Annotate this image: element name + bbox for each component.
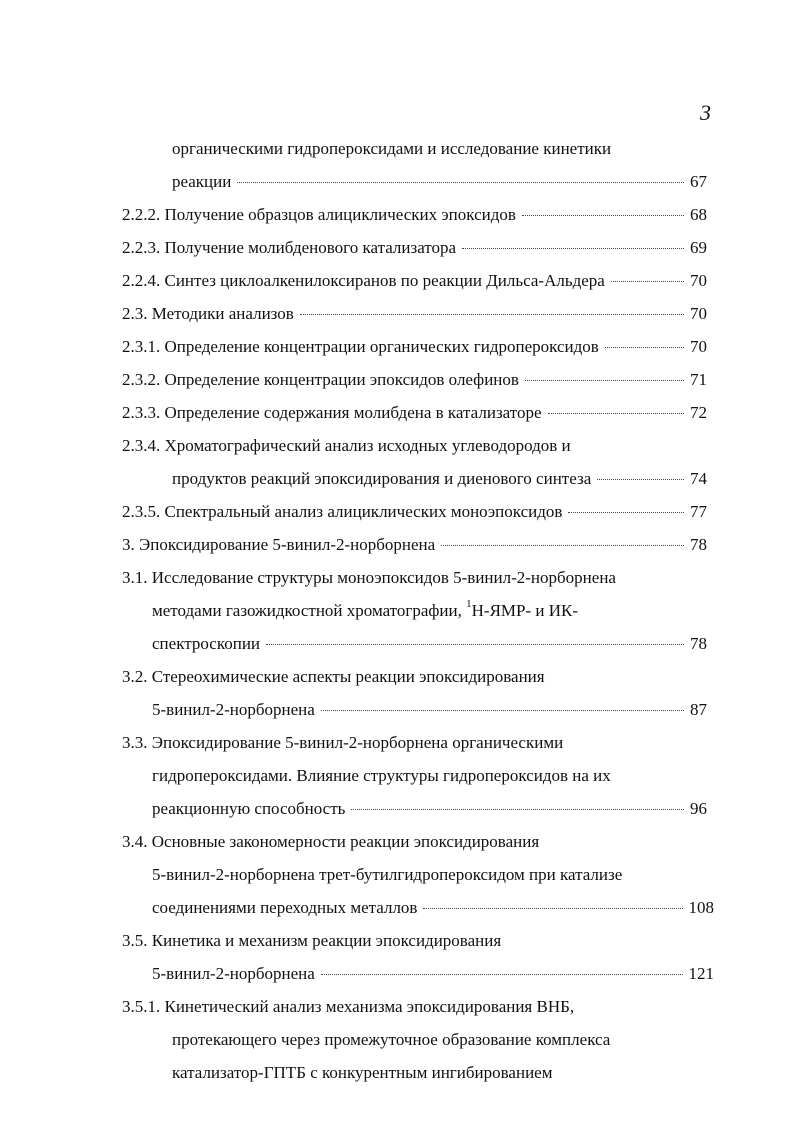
toc-entry-text: 3.1. Исследование структуры моноэпоксидов 5-винил-2-норборнена bbox=[122, 568, 616, 587]
toc-line bbox=[122, 726, 563, 759]
toc-line bbox=[122, 495, 707, 528]
toc-page-number: 72 bbox=[690, 403, 707, 422]
toc-page-number: 87 bbox=[690, 700, 707, 719]
toc-entry-text: протекающего через промежуточное образование комплекса bbox=[172, 1030, 611, 1049]
toc-line bbox=[152, 594, 578, 627]
toc-page-number: 121 bbox=[688, 964, 714, 983]
toc-line bbox=[122, 990, 574, 1023]
toc-entry-text: 5-винил-2-норборнена bbox=[152, 964, 315, 983]
toc-line bbox=[122, 660, 545, 693]
toc-entry-text: 3. Эпоксидирование 5-винил-2-норборнена bbox=[122, 535, 436, 554]
toc-line bbox=[122, 528, 707, 561]
toc-entry-text: 2.3. Методики анализов bbox=[122, 304, 294, 323]
toc-line bbox=[152, 792, 707, 825]
toc-page-number: 78 bbox=[690, 535, 707, 554]
toc-page-number: 71 bbox=[690, 370, 707, 389]
toc-page-number: 69 bbox=[690, 238, 707, 257]
toc-page-number: 70 bbox=[690, 271, 707, 290]
toc-entry-text bbox=[152, 594, 578, 627]
toc-entry-text: 5-винил-2-норборнена bbox=[152, 700, 315, 719]
dot-leader bbox=[423, 908, 682, 909]
toc-line bbox=[122, 825, 539, 858]
toc-line bbox=[122, 561, 616, 594]
toc-line bbox=[172, 165, 707, 198]
toc-line bbox=[152, 891, 714, 924]
superscript: 1 bbox=[466, 598, 472, 611]
toc-entry-text: 3.2. Стереохимические аспекты реакции эпоксидирования bbox=[122, 667, 545, 686]
toc-entry-text: спектроскопии bbox=[152, 634, 261, 653]
dot-leader bbox=[237, 182, 684, 183]
toc-entry-text: 3.3. Эпоксидирование 5-винил-2-норборнена органическими bbox=[122, 733, 564, 752]
dot-leader bbox=[568, 512, 684, 513]
dot-leader bbox=[462, 248, 684, 249]
toc-page-number: 108 bbox=[688, 898, 714, 917]
toc-page-number: 70 bbox=[690, 304, 707, 323]
toc-line bbox=[152, 759, 611, 792]
toc-line bbox=[172, 462, 707, 495]
toc-entry-text: 3.4. Основные закономерности реакции эпоксидирования bbox=[122, 832, 540, 851]
dot-leader bbox=[441, 545, 684, 546]
toc-entry-text: гидропероксидами. Влияние структуры гидропероксидов на их bbox=[152, 766, 611, 785]
toc-entry-text: 3.5. Кинетика и механизм реакции эпоксидирования bbox=[122, 931, 502, 950]
toc-entry-text: продуктов реакций эпоксидирования и диенового синтеза bbox=[172, 469, 592, 488]
toc-page-number: 67 bbox=[690, 172, 707, 191]
toc-line bbox=[122, 330, 707, 363]
toc-line bbox=[122, 396, 707, 429]
toc-line bbox=[122, 264, 707, 297]
toc-line bbox=[122, 363, 707, 396]
dot-leader bbox=[605, 347, 684, 348]
toc-line bbox=[172, 1056, 552, 1089]
toc-entry-text: 2.3.5. Спектральный анализ алициклических моноэпоксидов bbox=[122, 502, 563, 521]
toc-text-part: Н-ЯМР- и ИК- bbox=[471, 601, 579, 620]
toc-entry-text: 2.3.4. Хроматографический анализ исходных углеводородов и bbox=[122, 436, 571, 455]
toc-line bbox=[122, 429, 571, 462]
toc-entry-text: 3.5.1. Кинетический анализ механизма эпоксидирования ВНБ, bbox=[122, 997, 575, 1016]
dot-leader bbox=[321, 710, 684, 711]
toc-entry-text: реакции bbox=[172, 172, 232, 191]
toc-line bbox=[152, 627, 707, 660]
toc-page-number: 77 bbox=[690, 502, 707, 521]
toc-entry-text: 2.2.4. Синтез циклоалкенилоксиранов по реакции Дильса-Альдера bbox=[122, 271, 605, 290]
toc-entry-text: 2.3.3. Определение содержания молибдена в катализаторе bbox=[122, 403, 542, 422]
dot-leader bbox=[351, 809, 684, 810]
toc-entry-text: соединениями переходных металлов bbox=[152, 898, 418, 917]
dot-leader bbox=[522, 215, 684, 216]
dot-leader bbox=[611, 281, 684, 282]
toc-entry-text: катализатор-ГПТБ с конкурентным ингибированием bbox=[172, 1063, 553, 1082]
page-number: 3 bbox=[700, 100, 711, 125]
toc-entry-text: 2.3.2. Определение концентрации эпоксидов олефинов bbox=[122, 370, 519, 389]
toc-entry-text: 2.2.2. Получение образцов алициклических эпоксидов bbox=[122, 205, 516, 224]
toc-page-number: 68 bbox=[690, 205, 707, 224]
toc-page-number: 96 bbox=[690, 799, 707, 818]
dot-leader bbox=[266, 644, 684, 645]
toc-entry-text: реакционную способность bbox=[152, 799, 346, 818]
toc-line bbox=[172, 132, 611, 165]
toc-line bbox=[122, 198, 707, 231]
dot-leader bbox=[597, 479, 684, 480]
dot-leader bbox=[525, 380, 684, 381]
dot-leader bbox=[321, 974, 683, 975]
toc-entry-text: органическими гидропероксидами и исследование кинетики bbox=[172, 139, 612, 158]
toc-line bbox=[152, 858, 622, 891]
toc-page-number: 74 bbox=[690, 469, 707, 488]
toc-line bbox=[122, 297, 707, 330]
toc-entry-text: 5-винил-2-норборнена трет-бутилгидропероксидом при катализе bbox=[152, 865, 623, 884]
toc-page-number: 70 bbox=[690, 337, 707, 356]
dot-leader bbox=[300, 314, 684, 315]
toc-line bbox=[152, 957, 714, 990]
dot-leader bbox=[548, 413, 684, 414]
toc-line bbox=[122, 231, 707, 264]
toc-line bbox=[172, 1023, 610, 1056]
toc-page-number: 78 bbox=[690, 634, 707, 653]
toc-line bbox=[122, 924, 501, 957]
toc-entry-text: 2.3.1. Определение концентрации органических гидропероксидов bbox=[122, 337, 599, 356]
toc-entry-text: 2.2.3. Получение молибденового катализатора bbox=[122, 238, 457, 257]
toc-text-part: методами газожидкостной хроматографии, bbox=[152, 601, 462, 620]
toc-line bbox=[152, 693, 707, 726]
